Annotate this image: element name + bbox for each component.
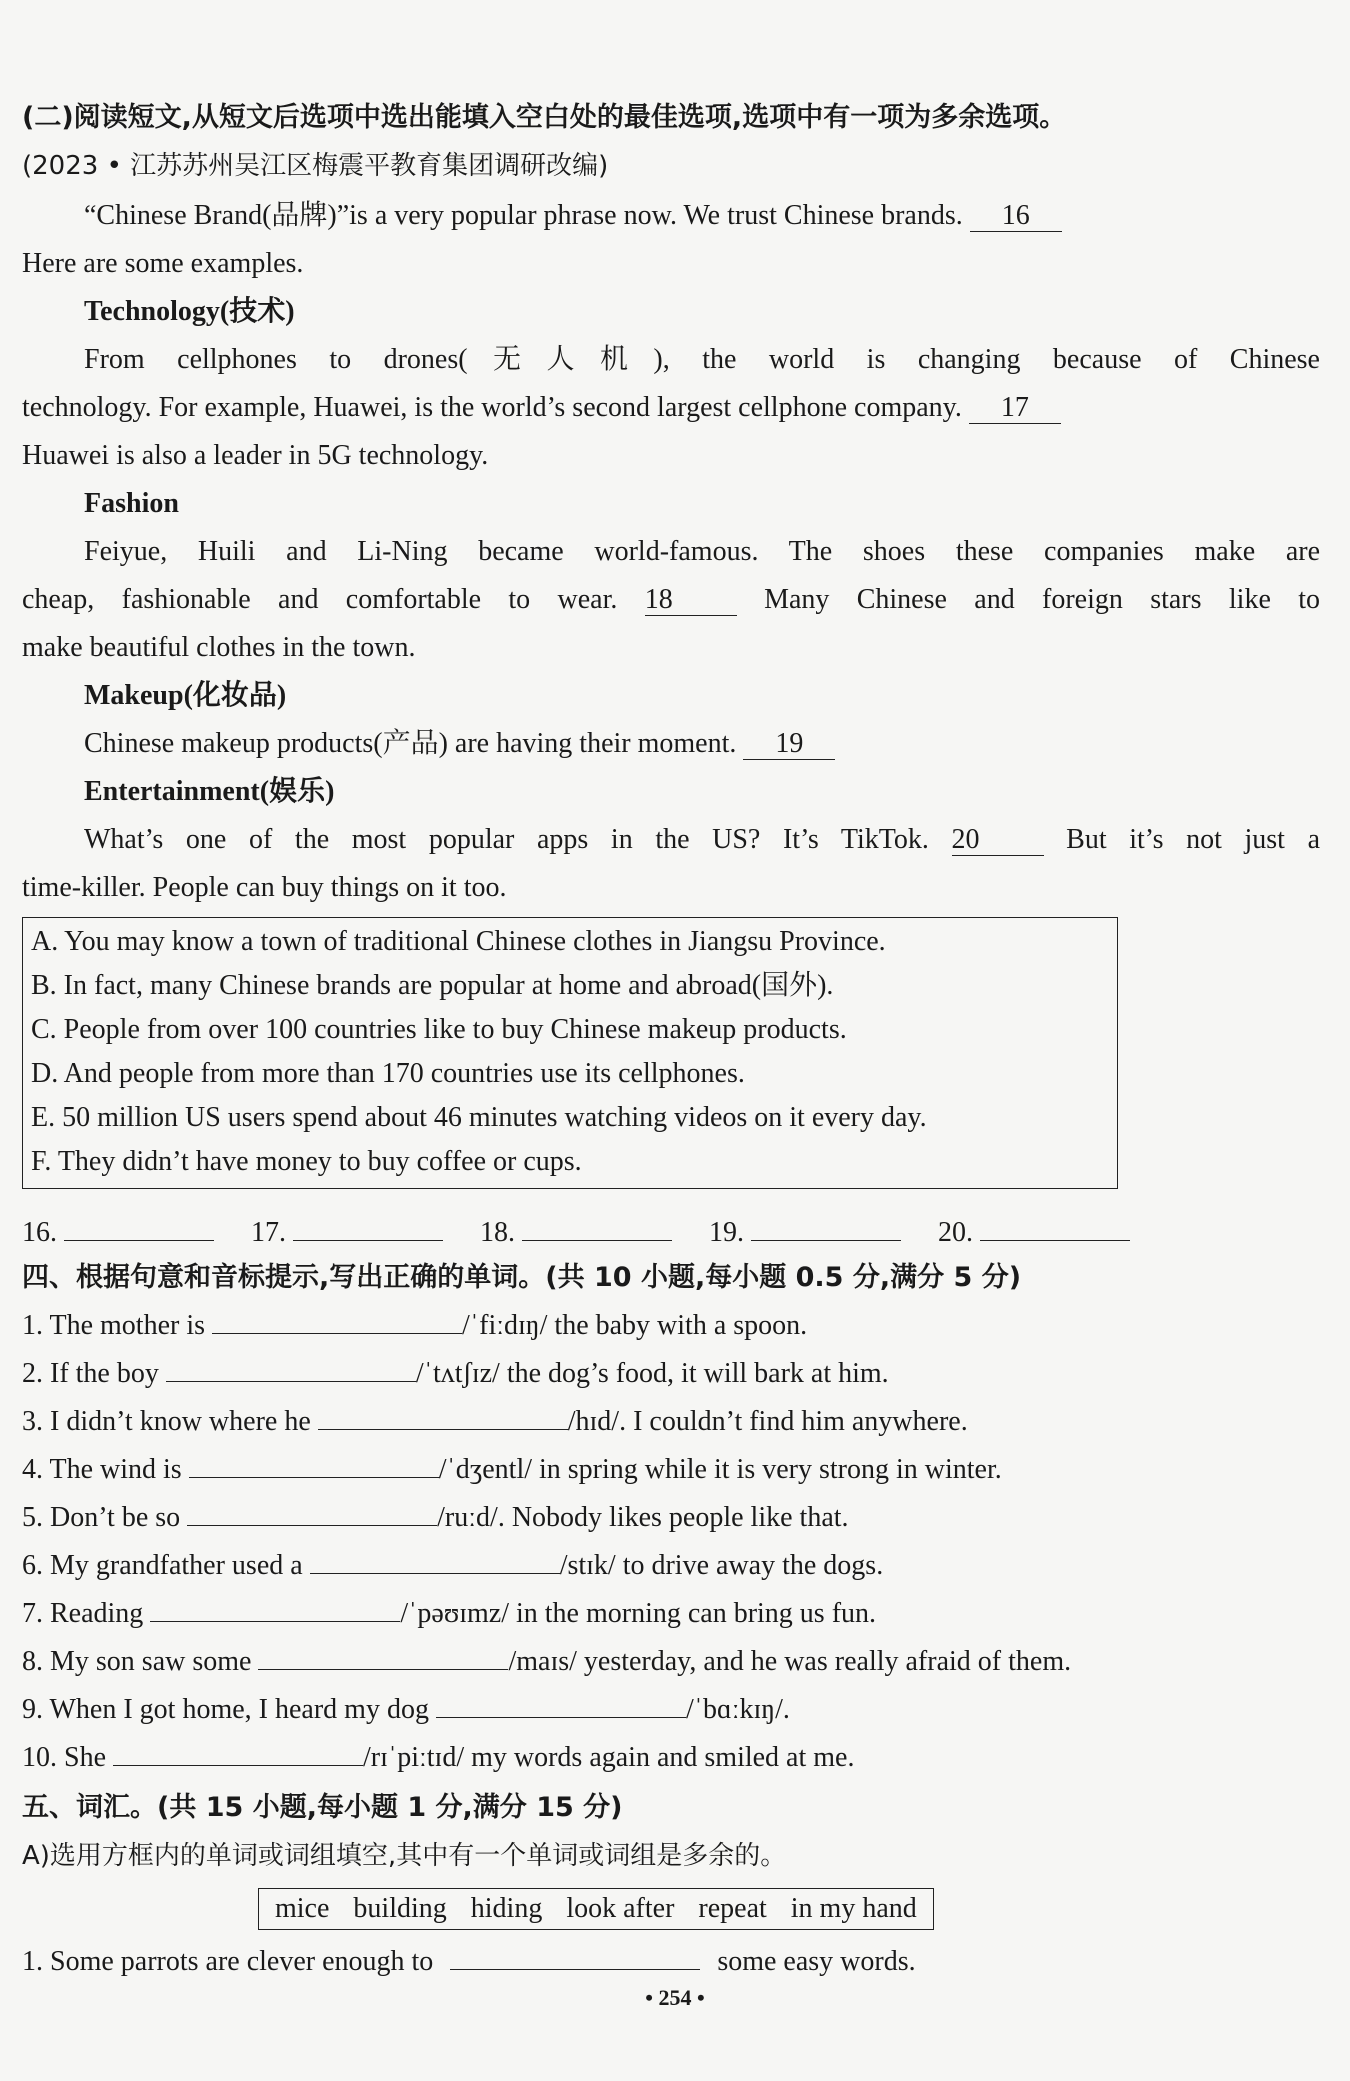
answer-blank[interactable] <box>187 1525 437 1526</box>
answer-blank[interactable] <box>166 1381 416 1382</box>
question-item: 9. When I got home, I heard my dog /ˈbɑːkɪŋ/. <box>22 1694 790 1725</box>
word-option: look after <box>566 1893 675 1924</box>
question-item: 10. She /rɪˈpiːtɪd/ my words again and smiled at me. <box>22 1742 855 1773</box>
question-item: 4. The wind is /ˈdʒentl/ in spring while it is very strong in winter. <box>22 1454 1002 1485</box>
blank-19[interactable]: 19 <box>743 729 835 760</box>
blank-17[interactable]: 17 <box>969 393 1061 424</box>
answer-blank-17[interactable] <box>293 1240 443 1241</box>
page-number: • 254 • <box>645 1985 705 2010</box>
section-two-heading: (二)阅读短文,从短文后选项中选出能填入空白处的最佳选项,选项中有一项为多余选项。 <box>22 102 1067 133</box>
word-option: building <box>353 1893 447 1924</box>
answer-blank[interactable] <box>436 1717 686 1718</box>
passage-line: From cellphones to drones(无人机), the world is changing because of Chinese <box>84 344 1320 375</box>
answer-label-17: 17. <box>251 1217 286 1248</box>
passage-line: What’s one of the most popular apps in the US? It’s TikTok. 20 But it’s not just a <box>84 824 1321 855</box>
question-item: 2. If the boy /ˈtʌtʃɪz/ the dog’s food, it will bark at him. <box>22 1358 889 1389</box>
passage-line: Chinese makeup products(产品) are having their moment. 19 <box>84 724 1322 764</box>
question-item: 1. The mother is /ˈfiːdɪŋ/ the baby with a spoon. <box>22 1310 808 1341</box>
section-two-source: (2023 • 江苏苏州吴江区梅震平教育集团调研改编) <box>22 151 609 181</box>
answer-blank[interactable] <box>212 1333 462 1334</box>
option-d: D. And people from more than 170 countries use its cellphones. <box>31 1058 745 1089</box>
passage-line: time-killer. People can buy things on it too. <box>22 872 507 903</box>
answer-label-19: 19. <box>709 1217 744 1248</box>
section-title-fashion: Fashion <box>84 488 179 519</box>
answer-blank[interactable] <box>113 1765 363 1766</box>
section-title-makeup: Makeup(化妆品) <box>84 680 287 711</box>
word-box <box>258 1888 934 1930</box>
passage-line: Huawei is also a leader in 5G technology. <box>22 440 489 471</box>
passage-line: Here are some examples. <box>22 248 304 279</box>
option-c: C. People from over 100 countries like to buy Chinese makeup products. <box>31 1014 847 1045</box>
section-five-subheading: A)选用方框内的单词或词组填空,其中有一个单词或词组是多余的。 <box>22 1841 787 1871</box>
answer-blank[interactable] <box>450 1969 700 1970</box>
blank-16[interactable]: 16 <box>970 201 1062 232</box>
passage-line: “Chinese Brand(品牌)”is a very popular phrase now. We trust Chinese brands. 16 <box>84 196 1322 236</box>
question-item: 8. My son saw some /maɪs/ yesterday, and he was really afraid of them. <box>22 1646 1072 1677</box>
passage-line: make beautiful clothes in the town. <box>22 632 416 663</box>
passage-line: Feiyue, Huili and Li-Ning became world-famous. The shoes these companies make are <box>84 536 1320 567</box>
question-item: 5. Don’t be so /ruːd/. Nobody likes people like that. <box>22 1502 849 1533</box>
passage-line: cheap, fashionable and comfortable to wear. 18 Many Chinese and foreign stars like to <box>22 584 1321 615</box>
answer-blank[interactable] <box>150 1621 400 1622</box>
option-a: A. You may know a town of traditional Chinese clothes in Jiangsu Province. <box>31 926 886 957</box>
option-b: B. In fact, many Chinese brands are popular at home and abroad(国外). <box>31 970 834 1001</box>
question-item: 1. Some parrots are clever enough to some easy words. <box>22 1946 916 1977</box>
question-item: 3. I didn’t know where he /hɪd/. I couldn’t find him anywhere. <box>22 1406 968 1437</box>
passage-line: technology. For example, Huawei, is the world’s second largest cellphone company. 17 <box>22 388 1322 428</box>
blank-20[interactable]: 20 <box>952 825 1044 856</box>
section-title-entertainment: Entertainment(娱乐) <box>84 776 335 807</box>
options-box <box>22 917 1118 1189</box>
answer-label-16: 16. <box>22 1217 57 1248</box>
answer-blank[interactable] <box>318 1429 568 1430</box>
answer-blank-18[interactable] <box>522 1240 672 1241</box>
option-f: F. They didn’t have money to buy coffee or cups. <box>31 1146 582 1177</box>
word-option: mice <box>275 1893 330 1924</box>
word-option: in my hand <box>790 1893 917 1924</box>
question-item: 6. My grandfather used a /stɪk/ to drive away the dogs. <box>22 1550 884 1581</box>
answer-row <box>22 1213 1160 1253</box>
word-option: repeat <box>698 1893 767 1924</box>
word-option: hiding <box>470 1893 543 1924</box>
question-item: 7. Reading /ˈpəʊɪmz/ in the morning can bring us fun. <box>22 1598 877 1629</box>
answer-blank-19[interactable] <box>751 1240 901 1241</box>
answer-blank[interactable] <box>189 1477 439 1478</box>
section-five-heading: 五、词汇。(共 15 小题,每小题 1 分,满分 15 分) <box>22 1792 623 1823</box>
answer-blank-16[interactable] <box>64 1240 214 1241</box>
option-e: E. 50 million US users spend about 46 minutes watching videos on it every day. <box>31 1102 927 1133</box>
answer-label-20: 20. <box>938 1217 973 1248</box>
answer-blank[interactable] <box>258 1669 508 1670</box>
answer-label-18: 18. <box>480 1217 515 1248</box>
blank-18[interactable]: 18 <box>645 585 737 616</box>
section-four-heading: 四、根据句意和音标提示,写出正确的单词。(共 10 小题,每小题 0.5 分,满分 5 分) <box>22 1262 1022 1293</box>
section-title-technology: Technology(技术) <box>84 296 295 327</box>
answer-blank-20[interactable] <box>980 1240 1130 1241</box>
answer-blank[interactable] <box>310 1573 560 1574</box>
